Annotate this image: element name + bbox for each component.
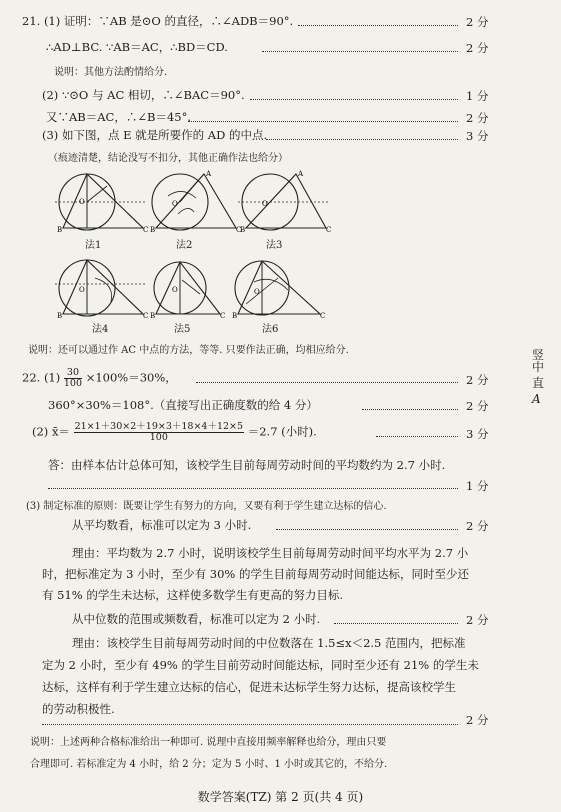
- q21-part1-line2-score: 2 分: [466, 41, 489, 55]
- fraction-numerator: 30: [64, 368, 82, 379]
- q21-part3-line1: (3) 如下图，点 E 就是所要作的 AD 的中点.: [42, 128, 268, 142]
- figure-5-caption: 法5: [174, 324, 191, 335]
- side-fragment-char: A: [532, 392, 541, 406]
- q22-reason1-line3: 有 51% 的学生未达标，这样使多数学生有更高的努力目标.: [42, 588, 344, 602]
- q22-part3-option-a-score: 2 分: [466, 519, 489, 533]
- svg-text:C: C: [320, 312, 326, 320]
- svg-text:A: A: [298, 170, 304, 178]
- svg-text:C: C: [326, 226, 332, 234]
- figure-2-caption: 法2: [176, 240, 193, 251]
- dot-leader: [334, 623, 458, 624]
- q22-reason1-line2: 时，把标准定为 3 小时，至少有 30% 的学生目前每周劳动时间能达标，同时至少还: [42, 567, 469, 581]
- dot-leader: [188, 121, 458, 122]
- svg-text:B: B: [232, 312, 238, 320]
- dot-leader: [276, 529, 458, 530]
- q22-reason2-line1: 理由：该校学生目前每周劳动时间的中位数落在 1.5≤x＜2.5 范围内，把标准: [72, 636, 466, 650]
- q21-part3-line1-score: 3 分: [466, 129, 489, 143]
- figure-4-caption: 法4: [92, 324, 109, 335]
- construction-figure-2: [148, 168, 246, 237]
- q22-part2-line1: [32, 422, 317, 443]
- q22-part1-line2: 360°×30%＝108°.（直接写出正确度数的给 4 分）: [48, 398, 318, 412]
- svg-text:A: A: [206, 170, 212, 178]
- q21-part3-note: （痕迹清楚，结论没写不扣分，其他正确作法也给分）: [48, 153, 288, 164]
- q22-part2-score: 3 分: [466, 427, 489, 441]
- side-fragment-char: 直: [532, 376, 545, 390]
- q22-part2-answer: 答：由样本估计总体可知，该校学生目前每周劳动时间的平均数约为 2.7 小时.: [48, 458, 446, 472]
- dot-leader: [376, 436, 458, 437]
- side-fragment-char: 竖: [532, 348, 545, 362]
- q21-part1-line2: ∴AD⊥BC. ∵AB＝AC，∴BD＝CD.: [46, 40, 228, 54]
- svg-text:C: C: [220, 312, 226, 320]
- q21-note1: 说明：其他方法酌情给分.: [54, 67, 168, 78]
- dot-leader: [42, 724, 458, 725]
- svg-text:B: B: [150, 312, 156, 320]
- q22-part1-line2-score: 2 分: [466, 399, 489, 413]
- construction-figure-5: [148, 254, 243, 323]
- q22-part2-rest: ＝2.7 (小时).: [247, 424, 317, 439]
- svg-text:C: C: [236, 226, 242, 234]
- fraction-denominator: 100: [63, 378, 83, 389]
- svg-text:C: C: [143, 226, 149, 234]
- svg-text:B: B: [240, 226, 246, 234]
- dot-leader: [298, 25, 458, 26]
- q22-reason2-line2: 定为 2 小时，至少有 49% 的学生目前劳动时间能达标，同时至少还有 21% 的学生未: [42, 658, 479, 672]
- q22-note-line2: 合理即可. 若标准定为 4 小时，给 2 分；定为 5 小时、1 小时或其它的，不给分.: [30, 759, 388, 770]
- q22-part3-option-b: 从中位数的范围或频数看，标准可以定为 2 小时.: [72, 612, 321, 626]
- q22-part1-rest: ×100%＝30%，: [85, 370, 177, 385]
- q21-part1-line1-score: 2 分: [466, 15, 489, 29]
- svg-text:O: O: [262, 200, 268, 208]
- mean-fraction: [74, 422, 244, 443]
- q21-part1-line1: 21. (1) 证明：∵AB 是⊙O 的直径，∴∠ADB＝90°.: [22, 14, 294, 28]
- q21-note2: 说明：还可以通过作 AC 中点的方法，等等. 只要作法正确，均相应给分.: [28, 345, 349, 356]
- dot-leader: [250, 99, 458, 100]
- svg-text:B: B: [57, 226, 63, 234]
- q22-part3-option-b-score: 2 分: [466, 613, 489, 627]
- svg-text:O: O: [79, 198, 85, 206]
- fraction-numerator: 21×1＋30×2＋19×3＋18×4＋12×5: [74, 421, 244, 432]
- fraction-denominator: 100: [149, 432, 168, 443]
- q22-part1-line1: [22, 368, 177, 389]
- dot-leader: [48, 488, 458, 489]
- dot-leader: [362, 409, 458, 410]
- side-fragment-char: 中: [532, 360, 545, 374]
- figure-1-caption: 法1: [85, 240, 102, 251]
- svg-text:B: B: [150, 226, 156, 234]
- construction-figure-4: [55, 254, 150, 323]
- q22-part3-intro: (3) 制定标准的原则：既要让学生有努力的方向，又要有利于学生建立达标的信心.: [26, 501, 387, 512]
- q22-part1-label: 22. (1): [22, 370, 61, 385]
- dot-leader: [266, 139, 458, 140]
- q21-part2-line2-score: 2 分: [466, 111, 489, 125]
- q22-part1-score: 2 分: [466, 373, 489, 387]
- q21-part2-line1: (2) ∵⊙O 与 AC 相切，∴∠BAC＝90°.: [42, 88, 245, 102]
- fraction-30-100: [64, 368, 82, 389]
- svg-text:O: O: [172, 286, 178, 294]
- figure-3-caption: 法3: [266, 240, 283, 251]
- dot-leader: [196, 382, 458, 383]
- page-footer: 数学答案(TZ) 第 2 页(共 4 页): [197, 790, 364, 804]
- q22-part3-option-a: 从平均数看，标准可以定为 3 小时.: [72, 518, 252, 532]
- svg-text:O: O: [254, 288, 260, 296]
- svg-text:C: C: [143, 312, 149, 320]
- q21-part2-line1-score: 1 分: [466, 89, 489, 103]
- construction-figure-1: [55, 168, 150, 237]
- svg-text:B: B: [57, 312, 63, 320]
- q22-reason2-line3: 达标，这样有利于学生建立达标的信心，促进未达标学生努力达标，提高该校学生: [42, 680, 456, 694]
- svg-text:O: O: [172, 200, 178, 208]
- q22-part2-label: (2) x̄＝: [32, 424, 70, 439]
- q22-part2-answer-score: 1 分: [466, 479, 489, 493]
- construction-figure-6: [232, 254, 327, 323]
- q21-part2-line2: 又∵AB＝AC，∴∠B＝45°.: [46, 110, 191, 124]
- q22-note-line1: 说明：上述两种合格标准给出一种即可. 说理中直接用频率解释也给分，理由只要: [30, 737, 387, 748]
- figure-6-caption: 法6: [262, 324, 279, 335]
- q22-reason1-line1: 理由：平均数为 2.7 小时，说明该校学生目前每周劳动时间平均水平为 2.7 小: [72, 546, 469, 560]
- dot-leader: [262, 51, 458, 52]
- q22-reason2-line4: 的劳动积极性.: [42, 702, 115, 716]
- q22-reason2-score: 2 分: [466, 713, 489, 727]
- svg-text:O: O: [79, 286, 85, 294]
- construction-figure-3: [238, 168, 333, 237]
